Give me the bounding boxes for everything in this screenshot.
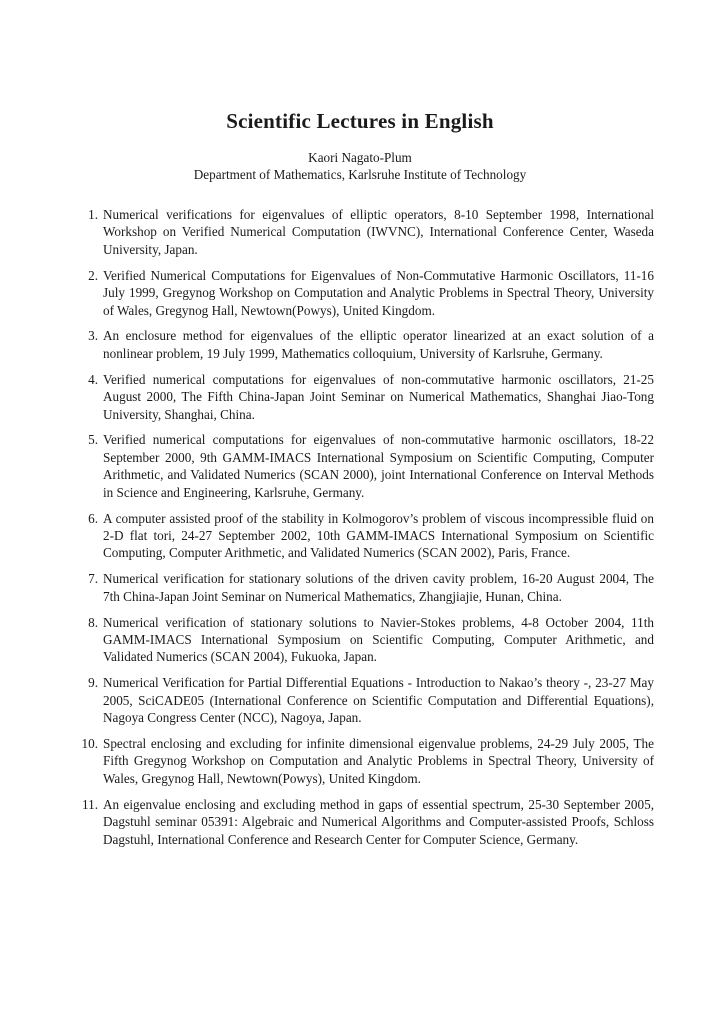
list-item bbox=[0, 267, 720, 319]
list-item bbox=[0, 206, 720, 258]
list-item bbox=[0, 371, 720, 423]
list-item bbox=[0, 735, 720, 787]
lecture-list bbox=[0, 206, 720, 857]
list-item bbox=[0, 327, 720, 362]
list-item-text: Spectral enclosing and excluding for infinite dimensional eigenvalue problems, 24-29 July 2005, The Fifth Gregynog Workshop on Computation and Analytic Problems in Spectral Theory, University of Wales, Gregynog Hall, Newtown(Powys), United Kingdom. bbox=[103, 736, 654, 786]
list-item-text: An enclosure method for eigenvalues of the elliptic operator linearized at an exact solution of a nonlinear problem, 19 July 1999, Mathematics colloquium, University of Karlsruhe, Germany. bbox=[103, 328, 654, 361]
list-item-number: 7. bbox=[88, 571, 98, 587]
list-item bbox=[0, 614, 720, 666]
list-item-number: 10. bbox=[81, 736, 98, 752]
page-title: Scientific Lectures in English bbox=[226, 109, 494, 133]
list-item-number: 2. bbox=[88, 267, 98, 283]
author-name: Kaori Nagato-Plum bbox=[308, 150, 412, 165]
list-item-text: Verified numerical computations for eigenvalues of non-commutative harmonic oscillators, 21-25 August 2000, The Fifth China-Japan Joint Seminar on Numerical Mathematics, Shanghai Jiao-Tong University, Shanghai, China. bbox=[103, 371, 654, 422]
list-item-number: 8. bbox=[88, 614, 98, 630]
list-item bbox=[0, 570, 720, 605]
list-item-number: 3. bbox=[88, 328, 98, 344]
list-item-number: 1. bbox=[88, 207, 98, 222]
list-item-text: Verified Numerical Computations for Eigenvalues of Non-Commutative Harmonic Oscillators, 11-16 July 1999, Gregynog Workshop on Computation and Analytic Problems in Spectral Theory, University of Wales, Gregynog Hall, Newtown(Powys), United Kingdom. bbox=[103, 267, 654, 318]
list-item bbox=[0, 510, 720, 562]
list-item-text: Numerical Verification for Partial Differential Equations - Introduction to Nakao’s theory -, 23-27 May 2005, SciCADE05 (International Conference on Scientific Computation and Differential Equations), Nagoya Congress Center (NCC), Nagoya, Japan. bbox=[103, 675, 654, 726]
list-item-text: Numerical verifications for eigenvalues of elliptic operators, 8-10 September 1998, International Workshop on Verified Numerical Computation (IWVNC), International Conference Center, Waseda University, Japan. bbox=[103, 207, 654, 257]
list-item bbox=[0, 674, 720, 726]
list-item-number: 6. bbox=[88, 510, 98, 526]
author-affiliation: Department of Mathematics, Karlsruhe Institute of Technology bbox=[193, 167, 527, 182]
list-item-number: 9. bbox=[88, 675, 98, 691]
list-item-text: Numerical verification of stationary solutions to Navier-Stokes problems, 4-8 October 2004, 11th GAMM-IMACS International Symposium on Scientific Computing, Computer Arithmetic, and Validated Numerics (SCAN 2004), Fukuoka, Japan. bbox=[103, 614, 654, 665]
list-item-number: 5. bbox=[88, 432, 98, 448]
list-item-text: A computer assisted proof of the stability in Kolmogorov’s problem of viscous incompressible fluid on 2-D flat tori, 24-27 September 2002, 10th GAMM-IMACS International Symposium on Scientific Computing, Computer Arithmetic, and Validated Numerics (SCAN 2002), Paris, France. bbox=[103, 510, 654, 561]
list-item-number: 4. bbox=[88, 371, 98, 387]
list-item-text: Verified numerical computations for eigenvalues of non-commutative harmonic oscillators, 18-22 September 2000, 9th GAMM-IMACS International Symposium on Scientific Computing, Computer Arithmetic, and Validated Numerics (SCAN 2000), joint International Conference on Interval Methods in Science and Engineering, Karlsruhe, Germany. bbox=[103, 432, 654, 500]
list-item-number: 11. bbox=[82, 796, 98, 812]
list-item bbox=[0, 431, 720, 501]
list-item-text: An eigenvalue enclosing and excluding method in gaps of essential spectrum, 25-30 September 2005, Dagstuhl seminar 05391: Algebraic and Numerical Algorithms and Computer-assisted Proofs, Schloss Dagstuhl, International Conference and Research Center for Computer Science, Germany. bbox=[103, 796, 654, 847]
list-item-text: Numerical verification for stationary solutions of the driven cavity problem, 16-20 August 2004, The 7th China-Japan Joint Seminar on Numerical Mathematics, Zhangjiajie, Hunan, China. bbox=[103, 571, 654, 604]
list-item bbox=[0, 796, 720, 848]
